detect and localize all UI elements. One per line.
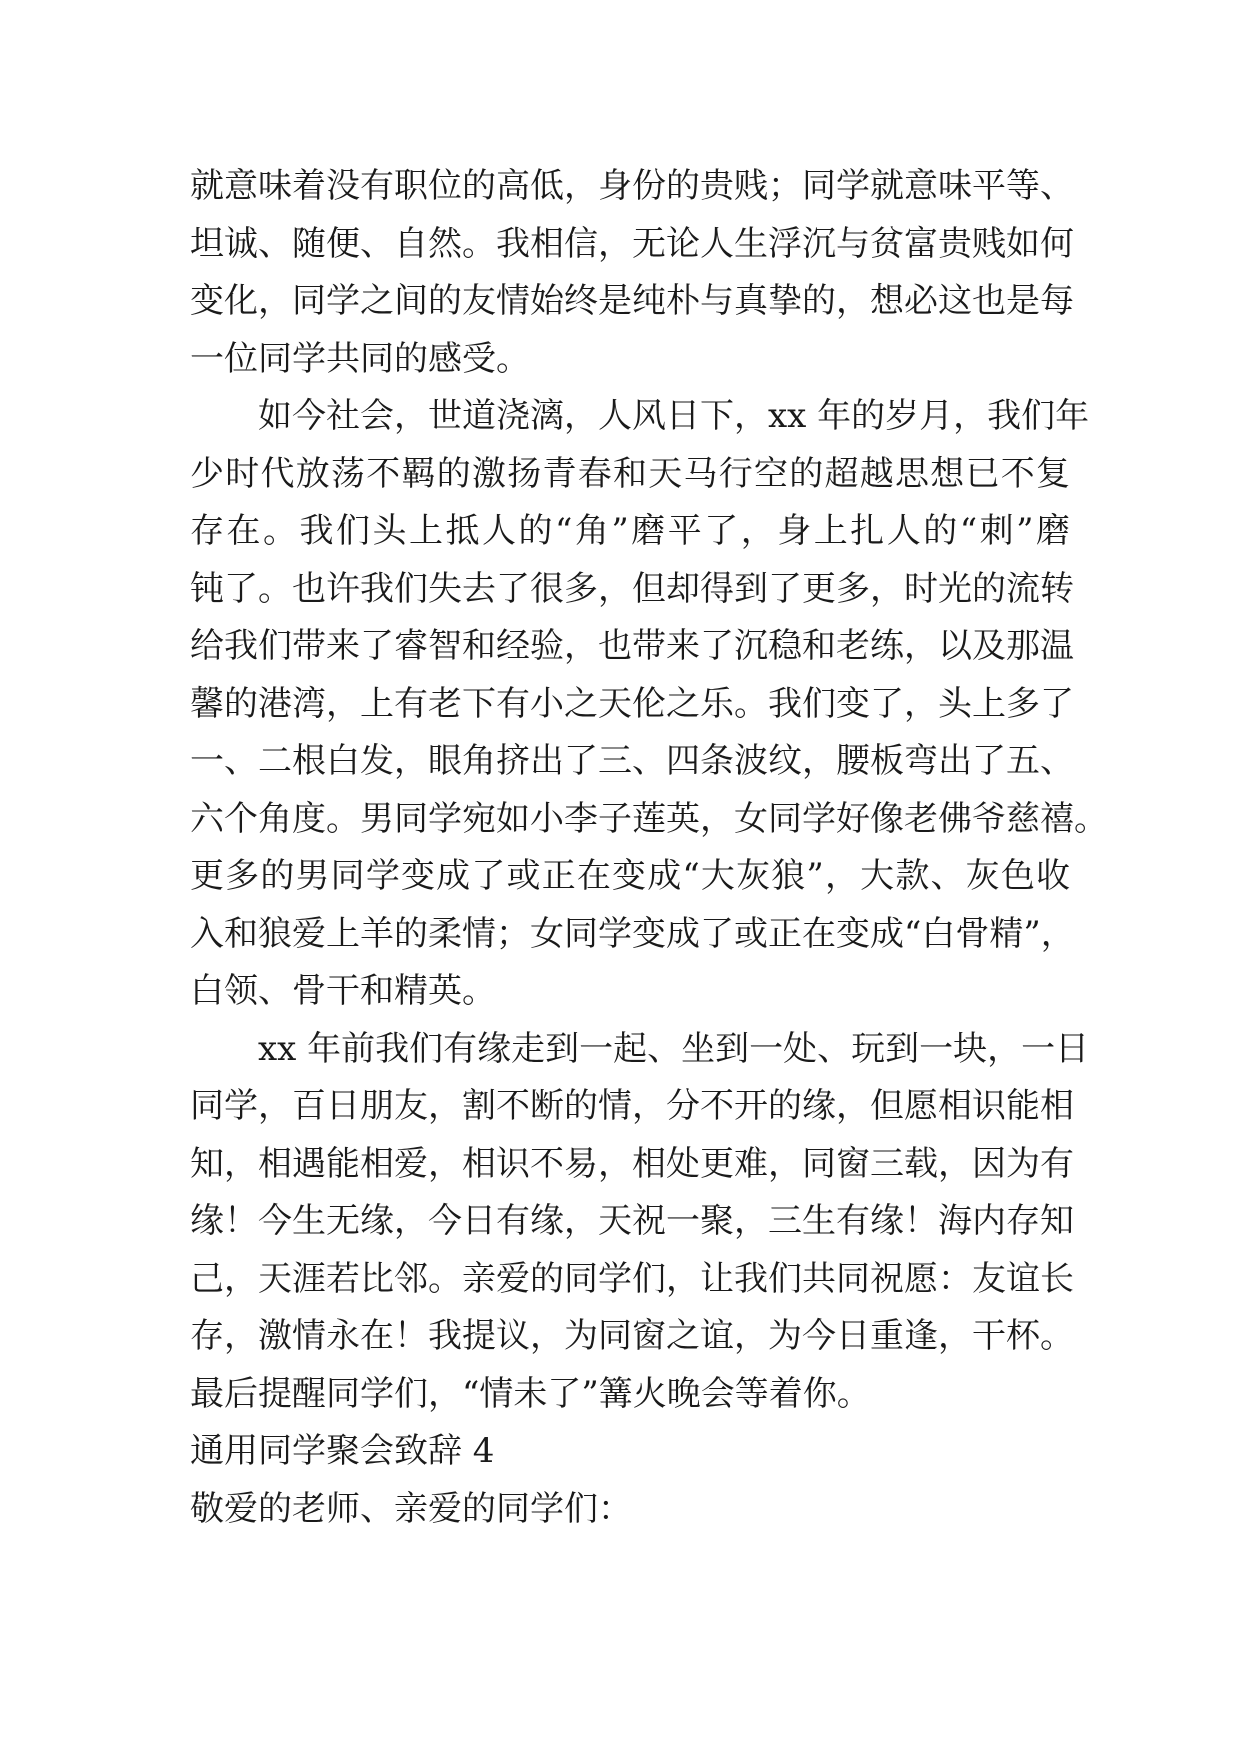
text-line: 变化，同学之间的友情始终是纯朴与真挚的，想必这也是每 (190, 281, 1074, 321)
text-line: 给我们带来了睿智和经验，也带来了沉稳和老练，以及那温 (190, 626, 1074, 666)
paragraph-changes (190, 388, 1108, 1021)
text-line: 就意味着没有职位的高低，身份的贵贱；同学就意味平等、 (190, 166, 1074, 206)
text-line: 己，天涯若比邻。亲爱的同学们，让我们共同祝愿：友谊长 (190, 1258, 1074, 1299)
text-line: 同学，百日朋友，割不断的情，分不开的缘，但愿相识能相 (190, 1086, 1074, 1126)
text-line: 缘！今生无缘，今日有缘，天祝一聚，三生有缘！海内存知 (190, 1201, 1074, 1241)
text-line: 知，相遇能相爱，相识不易，相处更难，同窗三载，因为有 (190, 1143, 1074, 1184)
salutation: 敬爱的老师、亲爱的同学们： (190, 1488, 632, 1529)
text-line: xx 年前我们有缘走到一起、坐到一处、玩到一块，一日 (258, 1028, 1090, 1069)
document-body (190, 158, 1108, 1538)
text-line: 入和狼爱上羊的柔情；女同学变成了或正在变成“白骨精”， (190, 913, 1075, 954)
text-line: 一位同学共同的感受。 (190, 338, 530, 379)
text-line: 白领、骨干和精英。 (190, 971, 496, 1011)
text-line: 少时代放荡不羁的激扬青春和天马行空的超越思想已不复 (190, 453, 1070, 494)
text-line: 钝了。也许我们失去了很多，但却得到了更多，时光的流转 (190, 568, 1074, 609)
text-line: 存，激情永在！我提议，为同窗之谊，为今日重逢，干杯。 (190, 1316, 1074, 1356)
text-line: 一、二根白发，眼角挤出了三、四条波纹，腰板弯出了五、 (190, 741, 1074, 781)
text-line: 更多的男同学变成了或正在变成“大灰狼”，大款、灰色收 (190, 856, 1070, 896)
section-title: 通用同学聚会致辞 4 (190, 1431, 495, 1471)
paragraph-toast (190, 1021, 1090, 1424)
text-line: 六个角度。男同学宛如小李子莲英，女同学好像老佛爷慈禧。 (190, 798, 1108, 839)
text-line: 如今社会，世道浇漓，人风日下，xx 年的岁月，我们年 (258, 396, 1090, 436)
text-line: 最后提醒同学们，“情未了”篝火晚会等着你。 (190, 1373, 871, 1414)
text-line: 存在。我们头上抵人的“角”磨平了，身上扎人的“刺”磨 (190, 511, 1070, 551)
text-line: 馨的港湾，上有老下有小之天伦之乐。我们变了，头上多了 (190, 683, 1074, 724)
text-line: 坦诚、随便、自然。我相信，无论人生浮沉与贫富贵贱如何 (190, 223, 1074, 264)
paragraph-continuation (190, 158, 1074, 388)
